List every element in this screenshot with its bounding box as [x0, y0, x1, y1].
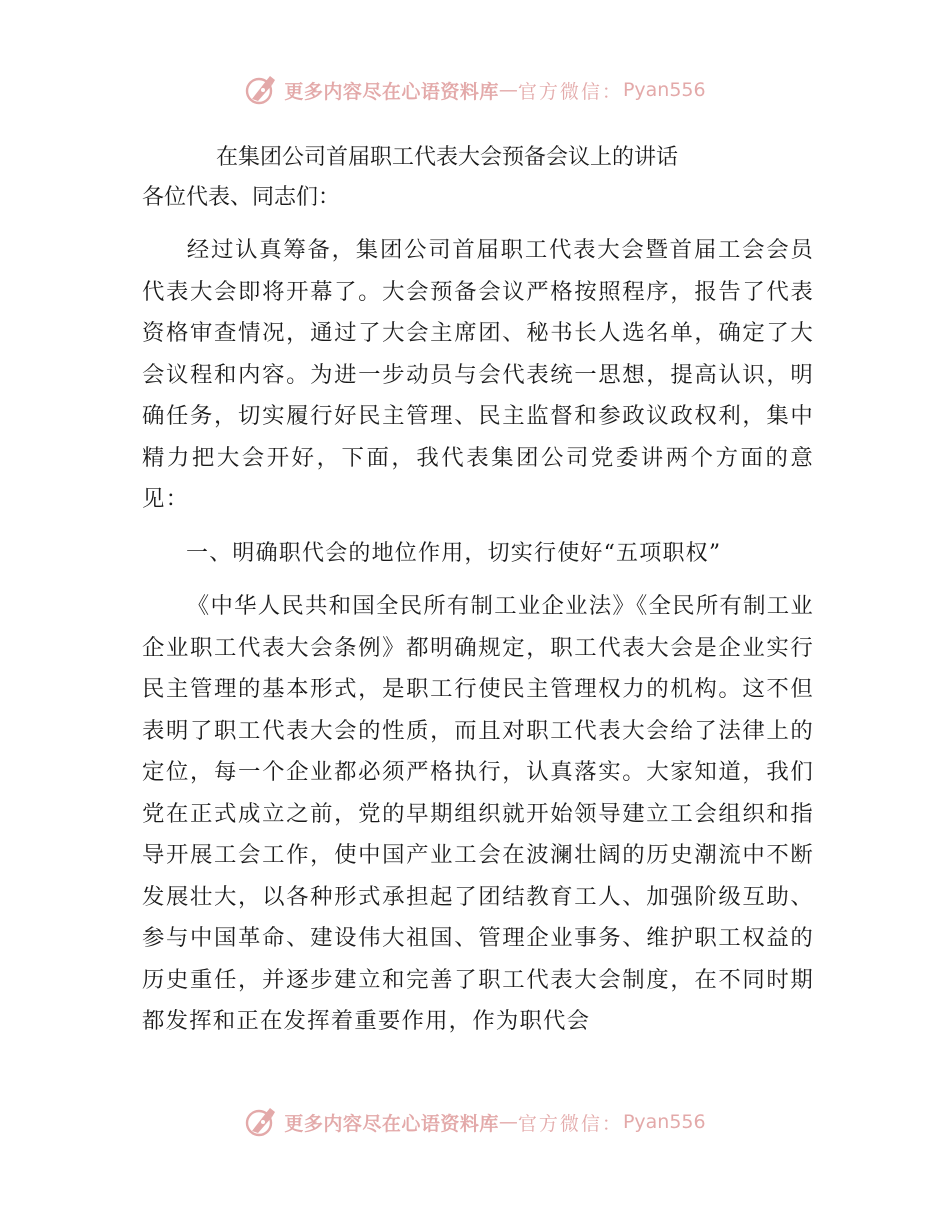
section-heading-1: 一、明确职代会的地位作用，切实行使好“五项职权”	[186, 540, 722, 566]
paragraph-section-1: 《中华人民共和国全民所有制工业企业法》《全民所有制工业企业职工代表大会条例》都明确规定，职工代表大会是企业实行民主管理的基本形式，是职工行使民主管理权力的机构。这不但表明了职工代表大会的性质，而且对职工代表大会给了法律上的定位，每一个企业都必须严格执行，认真落实。大家知道，我们党在正式成立之前，党的早期组织就开始领导建立工会组织和指导开展工会工作，使中国产业工会在波澜壮阔的历史潮流中不断发展壮大，以各种形式承担起了团结教育工人、加强阶级互助、参与中国革命、建设伟大祖国、管理企业事务、维护职工权益的历史重任，并逐步建立和完善了职工代表大会制度，在不同时期都发挥和正在发挥着重要作用，作为职代会	[142, 593, 814, 1034]
footer-watermark-banner	[0, 1102, 950, 1142]
watermark-dash: —	[498, 79, 518, 101]
watermark-wechat-label: 官方微信：	[517, 1112, 623, 1135]
salutation: 各位代表、同志们：	[142, 185, 341, 210]
watermark-text: 更多内容尽在心语资料库	[284, 80, 499, 103]
watermark-wechat-id: Pyan556	[622, 79, 706, 101]
watermark-wechat-label: 官方微信：	[517, 80, 623, 103]
document-body	[142, 138, 814, 1055]
watermark-wechat-id: Pyan556	[622, 1111, 706, 1133]
watermark-dash: —	[498, 1111, 518, 1133]
document-title: 在集团公司首届职工代表大会预备会议上的讲话	[216, 145, 679, 170]
header-watermark-banner	[0, 70, 950, 110]
paragraph-intro: 经过认真筹备，集团公司首届职工代表大会暨首届工会会员代表大会即将开幕了。大会预备会议严格按照程序，报告了代表资格审查情况，通过了大会主席团、秘书长人选名单，确定了大会议程和内容。为进一步动员与会代表统一思想，提高认识，明确任务，切实履行好民主管理、民主监督和参政议政权利，集中精力把大会开好，下面，我代表集团公司党委讲两个方面的意见：	[142, 237, 814, 512]
pen-nib-logo-icon	[244, 1105, 278, 1139]
pen-nib-logo-icon	[244, 73, 278, 107]
watermark-text: 更多内容尽在心语资料库	[284, 1112, 499, 1135]
